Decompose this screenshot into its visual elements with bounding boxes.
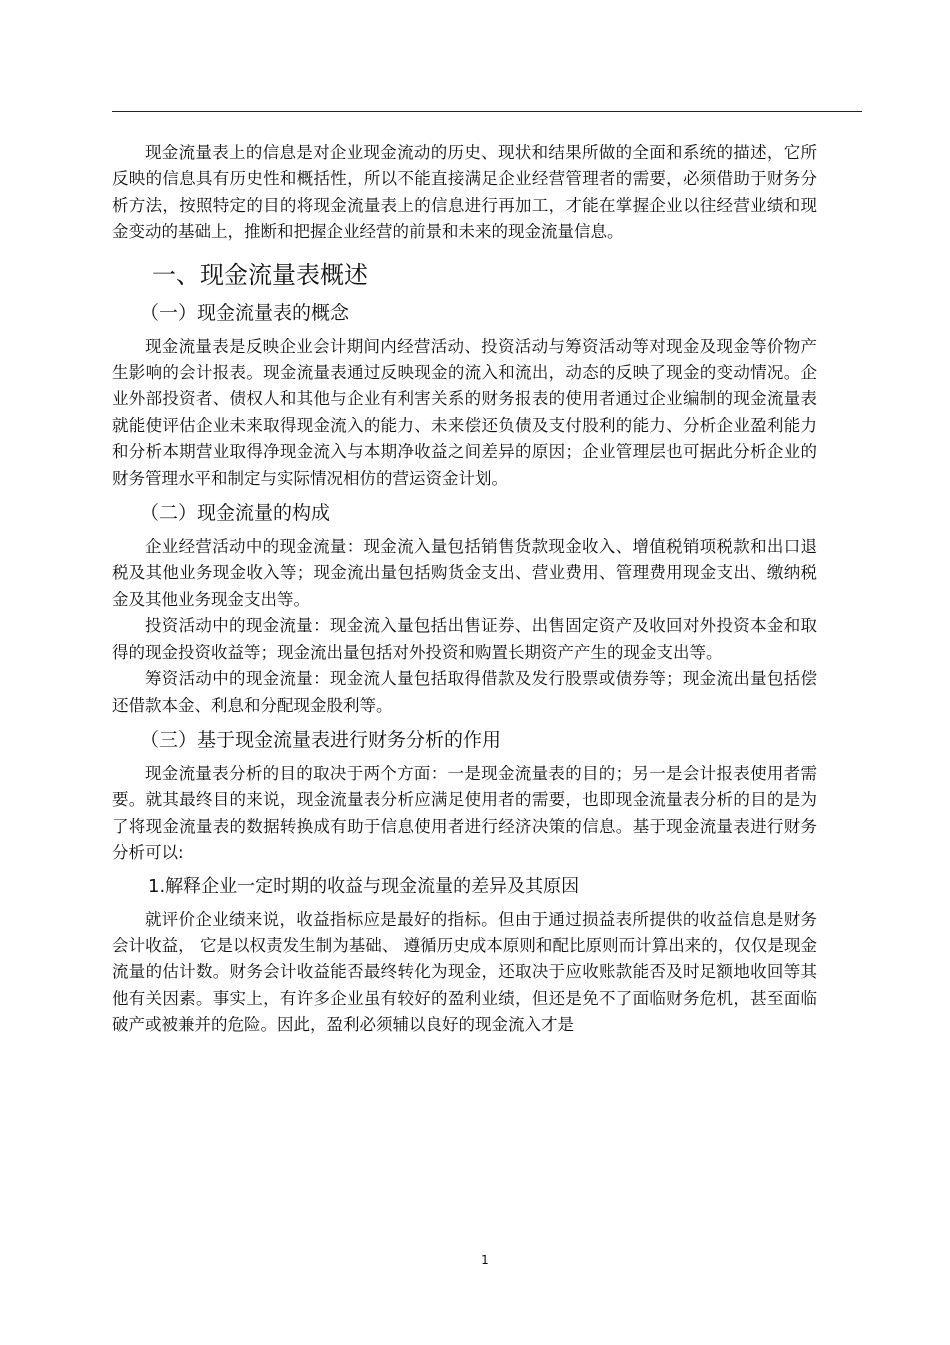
page-number: 1 (481, 1253, 489, 1267)
subsection-heading-concept: （一）现金流量表的概念 (140, 301, 350, 324)
subsection-heading-composition: （二）现金流量的构成 (140, 502, 331, 525)
paragraph-concept: 现金流量表是反映企业会计期间内经营活动、投资活动与筹资活动等对现金及现金等价物产生影响的会计报表。现金流量表通过反映现金的流入和流出，动态的反映了现金的变动情况。企业外部投资者、债权人和其他与企业有利害关系的财务报表的使用者通过企业编制的现金流量表就能使评估企业未来取得现金流入的能力、未来偿还负债及支付股利的能力、分析企业盈利能力和分析本期营业取得净现金流入与本期净收益之间差异的原因；企业管理层也可据此分析企业的财务管理水平和制定与实际情况相仿的营运资金计划。 (112, 336, 817, 488)
document-body (112, 140, 817, 1039)
paragraph-operating: 企业经营活动中的现金流量：现金流入量包括销售货款现金收入、增值税销项税款和出口退税及其他业务现金收入等；现金流出量包括购货金支出、营业费用、管理费用现金支出、缴纳税金及其他业务现金支出等。 (112, 537, 817, 609)
paragraph-explain: 就评价企业绩来说，收益指标应是最好的指标。但由于通过损益表所提供的收益信息是财务会计收益， 它是以权责发生制为基础、 遵循历史成本原则和配比原则而计算出来的，仅仅是现金流量的估计数。财务会计收益能否最终转化为现金，还取决于应收账款能否及时足额地收回等其他有关因素。事实上，有许多企业虽有较好的盈利业绩，但还是免不了面临财务危机，甚至面临破产或被兼并的危险。因此，盈利必须辅以良好的现金流入才是 (112, 909, 817, 1035)
point-heading-explain: 1.解释企业一定时期的收益与现金流量的差异及其原因 (148, 875, 580, 897)
subsection-heading-role: （三）基于现金流量表进行财务分析的作用 (140, 728, 502, 751)
paragraph-role: 现金流量表分析的目的取决于两个方面：一是现金流量表的目的；另一是会计报表使用者需要。就其最终目的来说，现金流量表分析应满足使用者的需要，也即现金流量表分析的目的是为了将现金流量表的数据转换成有助于信息使用者进行经济决策的信息。基于现金流量表进行财务分析可以: (112, 763, 817, 863)
paragraph-intro: 现金流量表上的信息是对企业现金流动的历史、现状和结果所做的全面和系统的描述，它所反映的信息具有历史性和概括性，所以不能直接满足企业经营管理者的需要，必须借助于财务分析方法，按照特定的目的将现金流量表上的信息进行再加工，才能在掌握企业以往经营业绩和现金变动的基础上，推断和把握企业经营的前景和未来的现金流量信息。 (112, 143, 817, 242)
section-heading: 一、现金流量表概述 (152, 260, 368, 289)
header-rule (112, 111, 862, 112)
paragraph-investing: 投资活动中的现金流量：现金流入量包括出售证券、出售固定资产及收回对外投资本金和取得的现金投资收益等；现金流出量包括对外投资和购置长期资产产生的现金支出等。 (112, 616, 817, 662)
paragraph-financing: 筹资活动中的现金流量：现金流人量包括取得借款及发行股票或债券等；现金流出量包括偿还借款本金、利息和分配现金股利等。 (112, 669, 817, 715)
